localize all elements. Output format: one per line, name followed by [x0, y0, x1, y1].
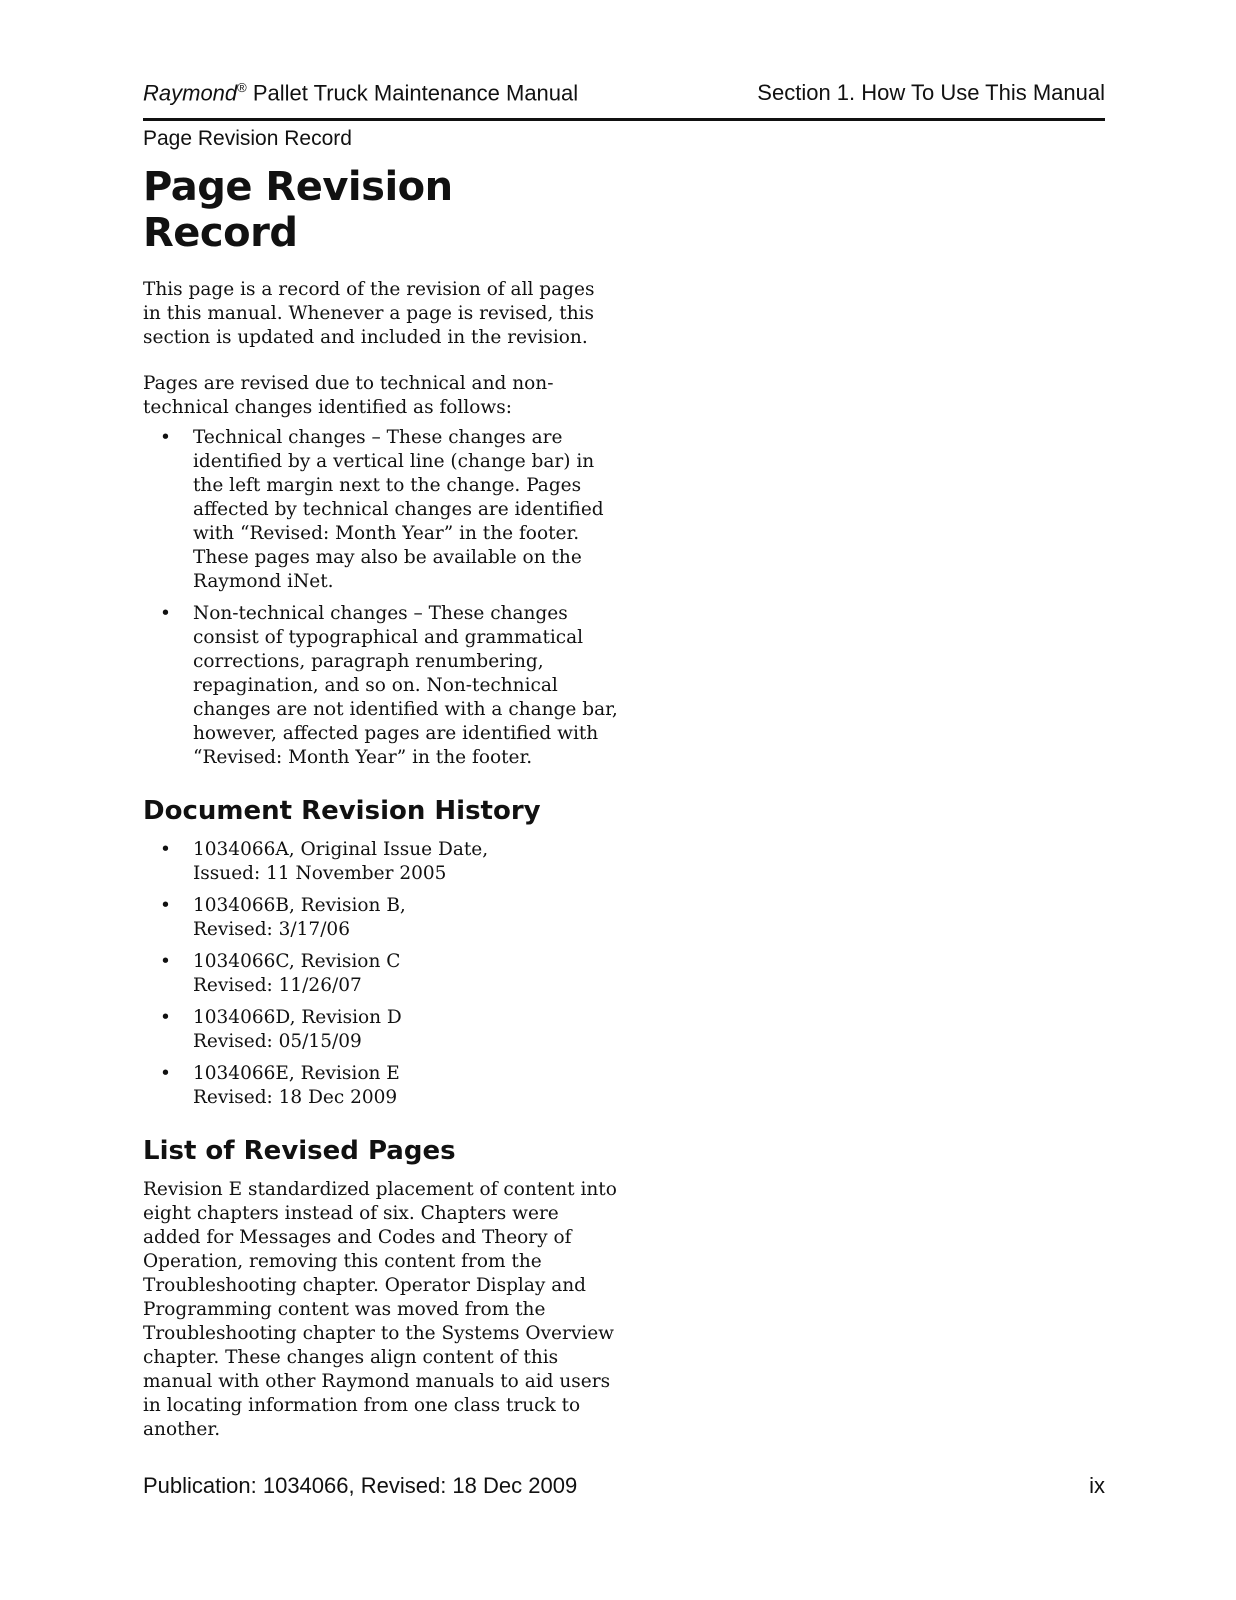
bullet-icon: •	[160, 951, 171, 972]
running-subheader: Page Revision Record	[143, 127, 352, 150]
publication-info: Publication: 1034066, Revised: 18 Dec 2009	[143, 1473, 578, 1498]
revision-date: Revised: 3/17/06	[193, 919, 350, 940]
revision-date: Revised: 11/26/07	[193, 975, 362, 996]
revision-date: Revised: 05/15/09	[193, 1031, 362, 1052]
revised-pages-heading: List of Revised Pages	[143, 1136, 456, 1166]
revision-history-heading: Document Revision History	[143, 796, 541, 826]
revision-history-list	[143, 838, 618, 1110]
page-header	[143, 80, 1105, 121]
list-item	[143, 1006, 618, 1054]
list-item	[143, 838, 618, 886]
revision-id: 1034066A, Original Issue Date,	[193, 839, 489, 860]
list-item-text: Non-technical changes – These changes consist of typographical and grammatical corrections, paragraph renumbering, repagination, and so on. Non-technical changes are not identified with a change bar, however, affected pages are identified with “Revised: Month Year” in the footer.	[193, 603, 618, 768]
bullet-icon: •	[160, 1063, 171, 1084]
intro-paragraph: This page is a record of the revision of all pages in this manual. Whenever a page is revised, this section is updated and included in the revision.	[143, 279, 595, 348]
change-types-list	[143, 426, 618, 770]
brand-name: Raymond	[143, 80, 238, 106]
manual-title	[143, 80, 578, 106]
list-item-text: Technical changes – These changes are identified by a vertical line (change bar) in the left margin next to the change. Pages affected by technical changes are identified with “Revised: Month Year” in the footer. These pages may also be available on the Raymond iNet.	[193, 427, 604, 592]
bullet-icon: •	[160, 1007, 171, 1028]
bullet-icon: •	[160, 895, 171, 916]
revised-pages-paragraph: Revision E standardized placement of content into eight chapters instead of six. Chapters were added for Messages and Codes and Theory of Operation, removing this content from the Troubleshooting chapter. Operator Display and Programming content was moved from the Troubleshooting chapter to the Systems Overview chapter. These changes align content of this manual with other Raymond manuals to aid users in locating information from one class truck to another.	[143, 1179, 617, 1440]
bullet-icon: •	[160, 839, 171, 860]
main-content	[143, 164, 618, 1464]
revision-date: Revised: 18 Dec 2009	[193, 1087, 398, 1108]
revision-id: 1034066E, Revision E	[193, 1063, 400, 1084]
revision-date: Issued: 11 November 2005	[193, 863, 447, 884]
changes-intro-paragraph: Pages are revised due to technical and non-technical changes identified as follows:	[143, 373, 554, 418]
list-item	[143, 950, 618, 998]
section-title: Section 1. How To Use This Manual	[757, 80, 1105, 105]
revision-id: 1034066B, Revision B,	[193, 895, 406, 916]
revision-id: 1034066D, Revision D	[193, 1007, 402, 1028]
registered-mark: ®	[237, 80, 247, 95]
list-item	[143, 602, 618, 770]
page-number: ix	[1089, 1473, 1105, 1498]
list-item	[143, 426, 618, 594]
page-title: Page Revision Record	[143, 164, 453, 256]
manual-title-text: Pallet Truck Maintenance Manual	[246, 80, 579, 106]
list-item	[143, 1062, 618, 1110]
bullet-icon: •	[160, 427, 171, 448]
list-item	[143, 894, 618, 942]
revision-id: 1034066C, Revision C	[193, 951, 401, 972]
bullet-icon: •	[160, 603, 171, 624]
